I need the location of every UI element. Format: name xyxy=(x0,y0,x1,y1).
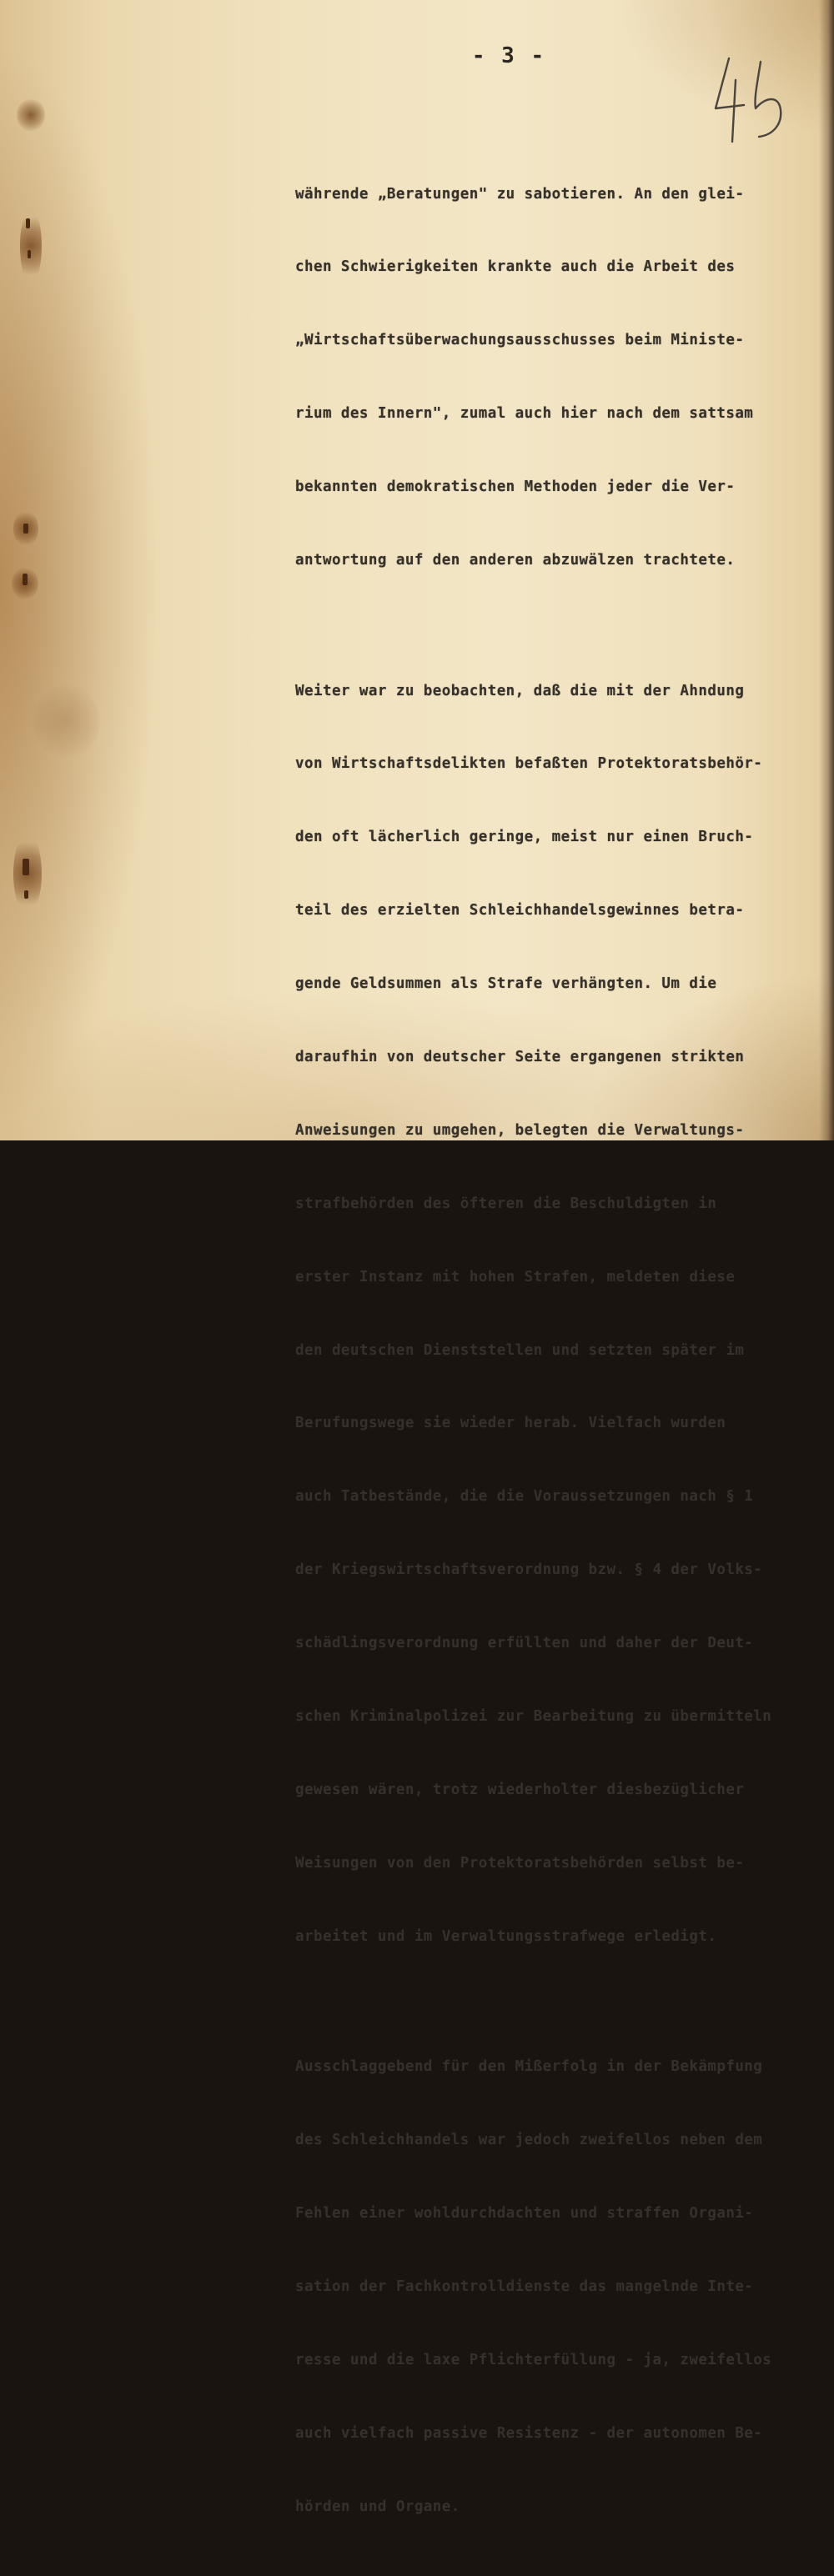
text-line: strafbehörden des öfteren die Beschuldigten in xyxy=(295,1195,717,1212)
text-line: rium des Innern", zumal auch hier nach dem sattsam xyxy=(295,405,754,423)
text-line: arbeitet und im Verwaltungsstrafwege erledigt. xyxy=(295,1927,717,1945)
text-line: währende „Beratungen" zu sabotieren. An den glei- xyxy=(295,185,745,203)
text-line: „Wirtschaftsüberwachungsausschusses beim Ministe- xyxy=(295,332,745,349)
text-line: hörden und Organe. xyxy=(295,2498,460,2515)
text-line: gewesen wären, trotz wiederholter diesbezüglicher xyxy=(295,1781,745,1798)
text-line: Weisungen von den Protektoratsbehörden selbst be- xyxy=(295,1854,745,1872)
text-line: der Kriegswirtschaftsverordnung bzw. § 4 der Volks- xyxy=(295,1561,763,1579)
text-line: schen Kriminalpolizei zur Bearbeitung zu übermitteln xyxy=(295,1708,772,1725)
staple-mark xyxy=(26,218,30,228)
paragraph-2 xyxy=(295,630,829,1998)
page-number: - 3 - xyxy=(471,43,546,68)
rust-stain xyxy=(20,208,42,283)
text-line: sation der Fachkontrolldienste das mangelnde Inte- xyxy=(295,2278,754,2295)
text-line: Anweisungen zu umgehen, belegten die Verwaltungs- xyxy=(295,1121,745,1139)
body-text xyxy=(295,133,829,2576)
text-line: teil des erzielten Schleichhandelsgewinnes betra- xyxy=(295,902,745,920)
text-line: Fehlen einer wohldurchdachten und straffen Organi- xyxy=(295,2204,754,2222)
text-line: antwortung auf den anderen abzuwälzen trachtete. xyxy=(295,552,736,569)
text-line: den oft lächerlich geringe, meist nur einen Bruch- xyxy=(295,829,754,846)
staple-mark xyxy=(23,574,28,585)
text-line: Weiter war zu beobachten, daß die mit der Ahndung xyxy=(295,682,745,699)
text-line: erster Instanz mit hohen Strafen, meldeten diese xyxy=(295,1268,736,1285)
staple-mark xyxy=(24,890,28,899)
text-line: daraufhin von deutscher Seite ergangenen strikten xyxy=(295,1048,745,1065)
staple-mark xyxy=(28,250,31,258)
text-line: auch Tatbestände, die die Voraussetzungen nach § 1 xyxy=(295,1488,754,1506)
text-line: gende Geldsummen als Strafe verhängten. Um die xyxy=(295,975,717,993)
paragraph-1 xyxy=(295,133,829,622)
text-line: auch vielfach passive Resistenz - der autonomen Be- xyxy=(295,2424,763,2442)
text-line: chen Schwierigkeiten krankte auch die Arbeit des xyxy=(295,258,736,276)
rust-stain xyxy=(17,98,45,132)
text-line: von Wirtschaftsdelikten befaßten Protektoratsbehör- xyxy=(295,755,763,773)
text-line: bekannten demokratischen Methoden jeder die Ver- xyxy=(295,479,736,496)
paragraph-3 xyxy=(295,2007,829,2568)
water-stain xyxy=(33,684,100,759)
text-line: des Schleichhandels war jedoch zweifellos neben dem xyxy=(295,2132,763,2149)
staple-mark xyxy=(23,524,28,534)
text-line: Berufungswege sie wieder herab. Vielfach wurden xyxy=(295,1415,726,1432)
staple-mark xyxy=(23,859,29,875)
text-line: resse und die laxe Pflichterfüllung - ja, zweifellos xyxy=(295,2351,772,2368)
text-line: Ausschlaggebend für den Mißerfolg in der Bekämpfung xyxy=(295,2058,763,2076)
text-line: schädlingsverordnung erfüllten und daher der Deut- xyxy=(295,1635,754,1652)
text-line: den deutschen Dienststellen und setzten später im xyxy=(295,1341,745,1359)
